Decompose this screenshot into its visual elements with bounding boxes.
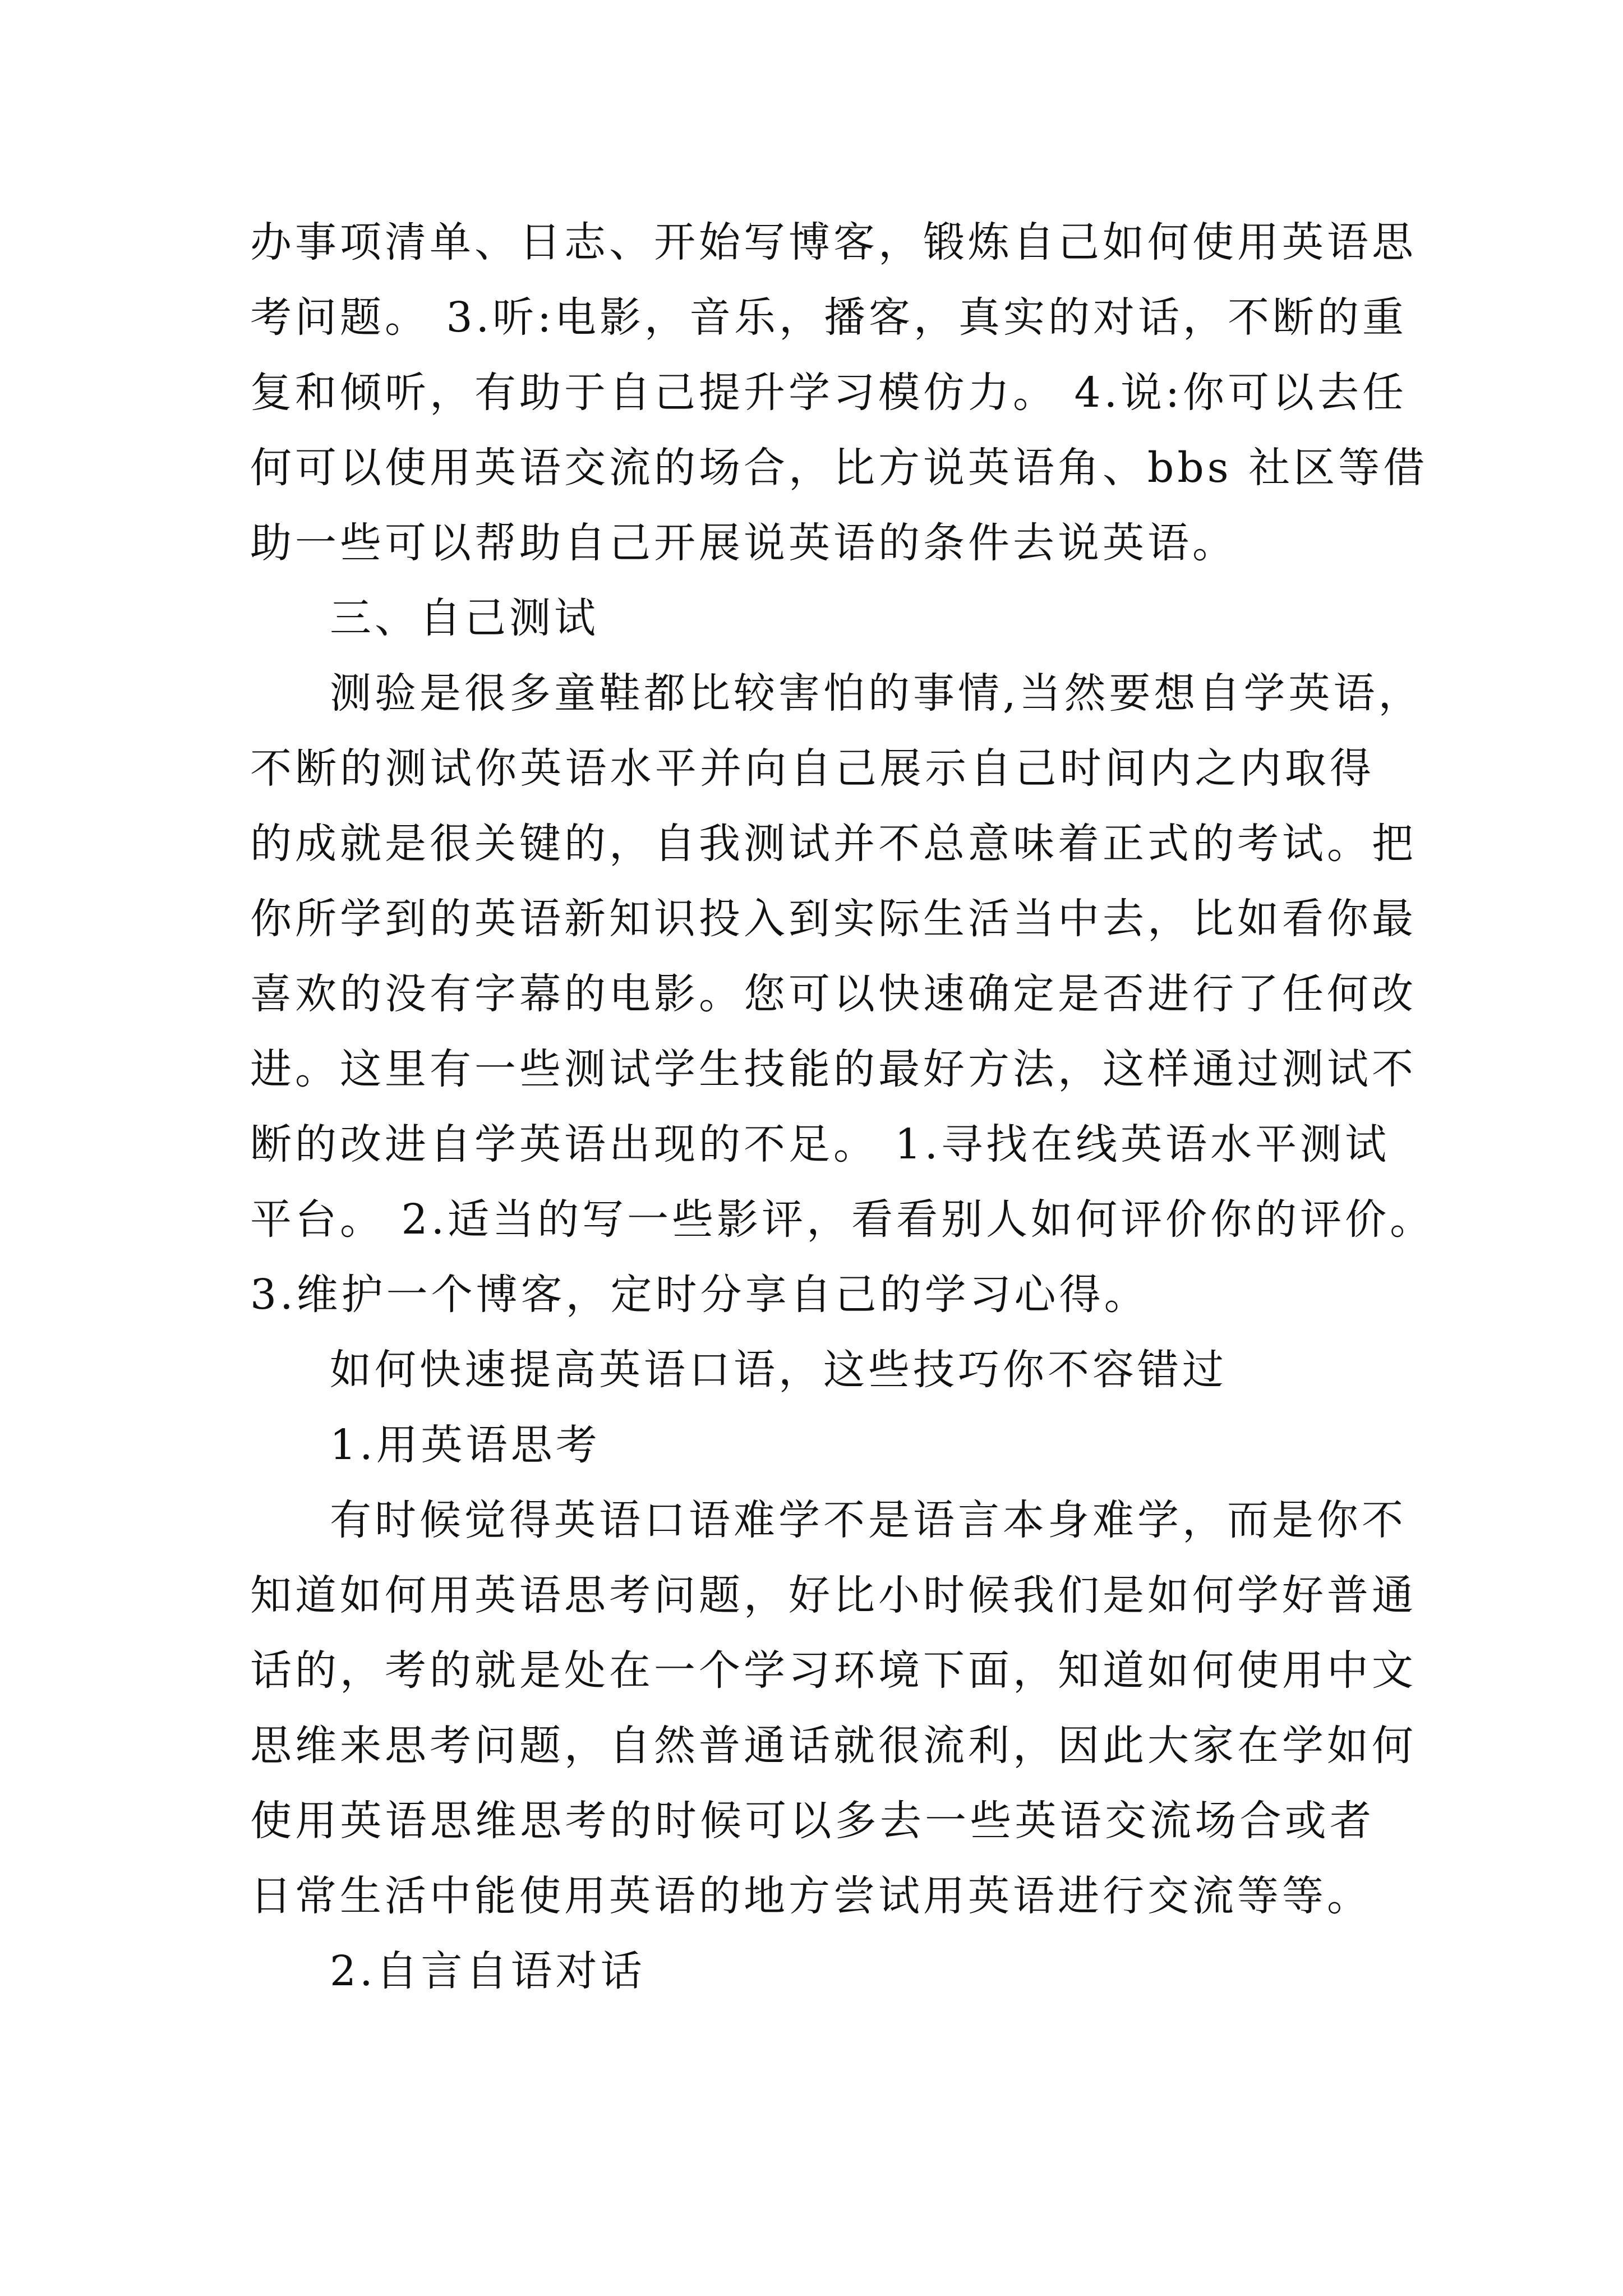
- text-line: 断的改进自学英语出现的不足。 1.寻找在线英语水平测试: [250, 1120, 1390, 1168]
- text-line: 知道如何用英语思考问题，好比小时候我们是如何学好普通: [250, 1571, 1417, 1619]
- text-line: 复和倾听，有助于自己提升学习模仿力。 4.说:你可以去任: [250, 369, 1408, 417]
- text-line: 测验是很多童鞋都比较害怕的事情,当然要想自学英语，: [330, 669, 1423, 717]
- text-line: 日常生活中能使用英语的地方尝试用英语进行交流等等。: [250, 1872, 1372, 1920]
- text-line: 不断的测试你英语水平并向自己展示自己时间内之内取得: [250, 744, 1375, 793]
- text-line: 平台。 2.适当的写一些影评，看看别人如何评价你的评价。: [250, 1195, 1435, 1244]
- text-line: 考问题。 3.听:电影，音乐，播客，真实的对话，不断的重: [250, 293, 1408, 342]
- subsection-heading: 1.用英语思考: [330, 1421, 601, 1469]
- text-line: 你所学到的英语新知识投入到实际生活当中去，比如看你最: [250, 895, 1417, 943]
- text-line: 办事项清单、日志、开始写博客，锻炼自己如何使用英语思: [250, 218, 1417, 266]
- text-line: 3.维护一个博客，定时分享自己的学习心得。: [250, 1271, 1149, 1319]
- text-line: 助一些可以帮助自己开展说英语的条件去说英语。: [250, 519, 1237, 567]
- text-line: 进。这里有一些测试学生技能的最好方法，这样通过测试不: [250, 1045, 1417, 1093]
- text-line: 话的，考的就是处在一个学习环境下面，知道如何使用中文: [250, 1646, 1417, 1695]
- text-line: 使用英语思维思考的时候可以多去一些英语交流场合或者: [250, 1797, 1375, 1845]
- section-heading: 三、自己测试: [330, 594, 599, 642]
- subsection-heading: 2.自言自语对话: [330, 1947, 645, 1995]
- text-line: 思维来思考问题，自然普通话就很流利，因此大家在学如何: [250, 1722, 1417, 1770]
- text-line: 的成就是很关键的，自我测试并不总意味着正式的考试。把: [250, 820, 1417, 868]
- text-line: 有时候觉得英语口语难学不是语言本身难学，而是你不: [330, 1496, 1407, 1544]
- text-line: 何可以使用英语交流的场合，比方说英语角、bbs 社区等借: [250, 444, 1428, 492]
- section-heading: 如何快速提高英语口语，这些技巧你不容错过: [330, 1346, 1227, 1394]
- text-line: 喜欢的没有字幕的电影。您可以快速确定是否进行了任何改: [250, 970, 1417, 1018]
